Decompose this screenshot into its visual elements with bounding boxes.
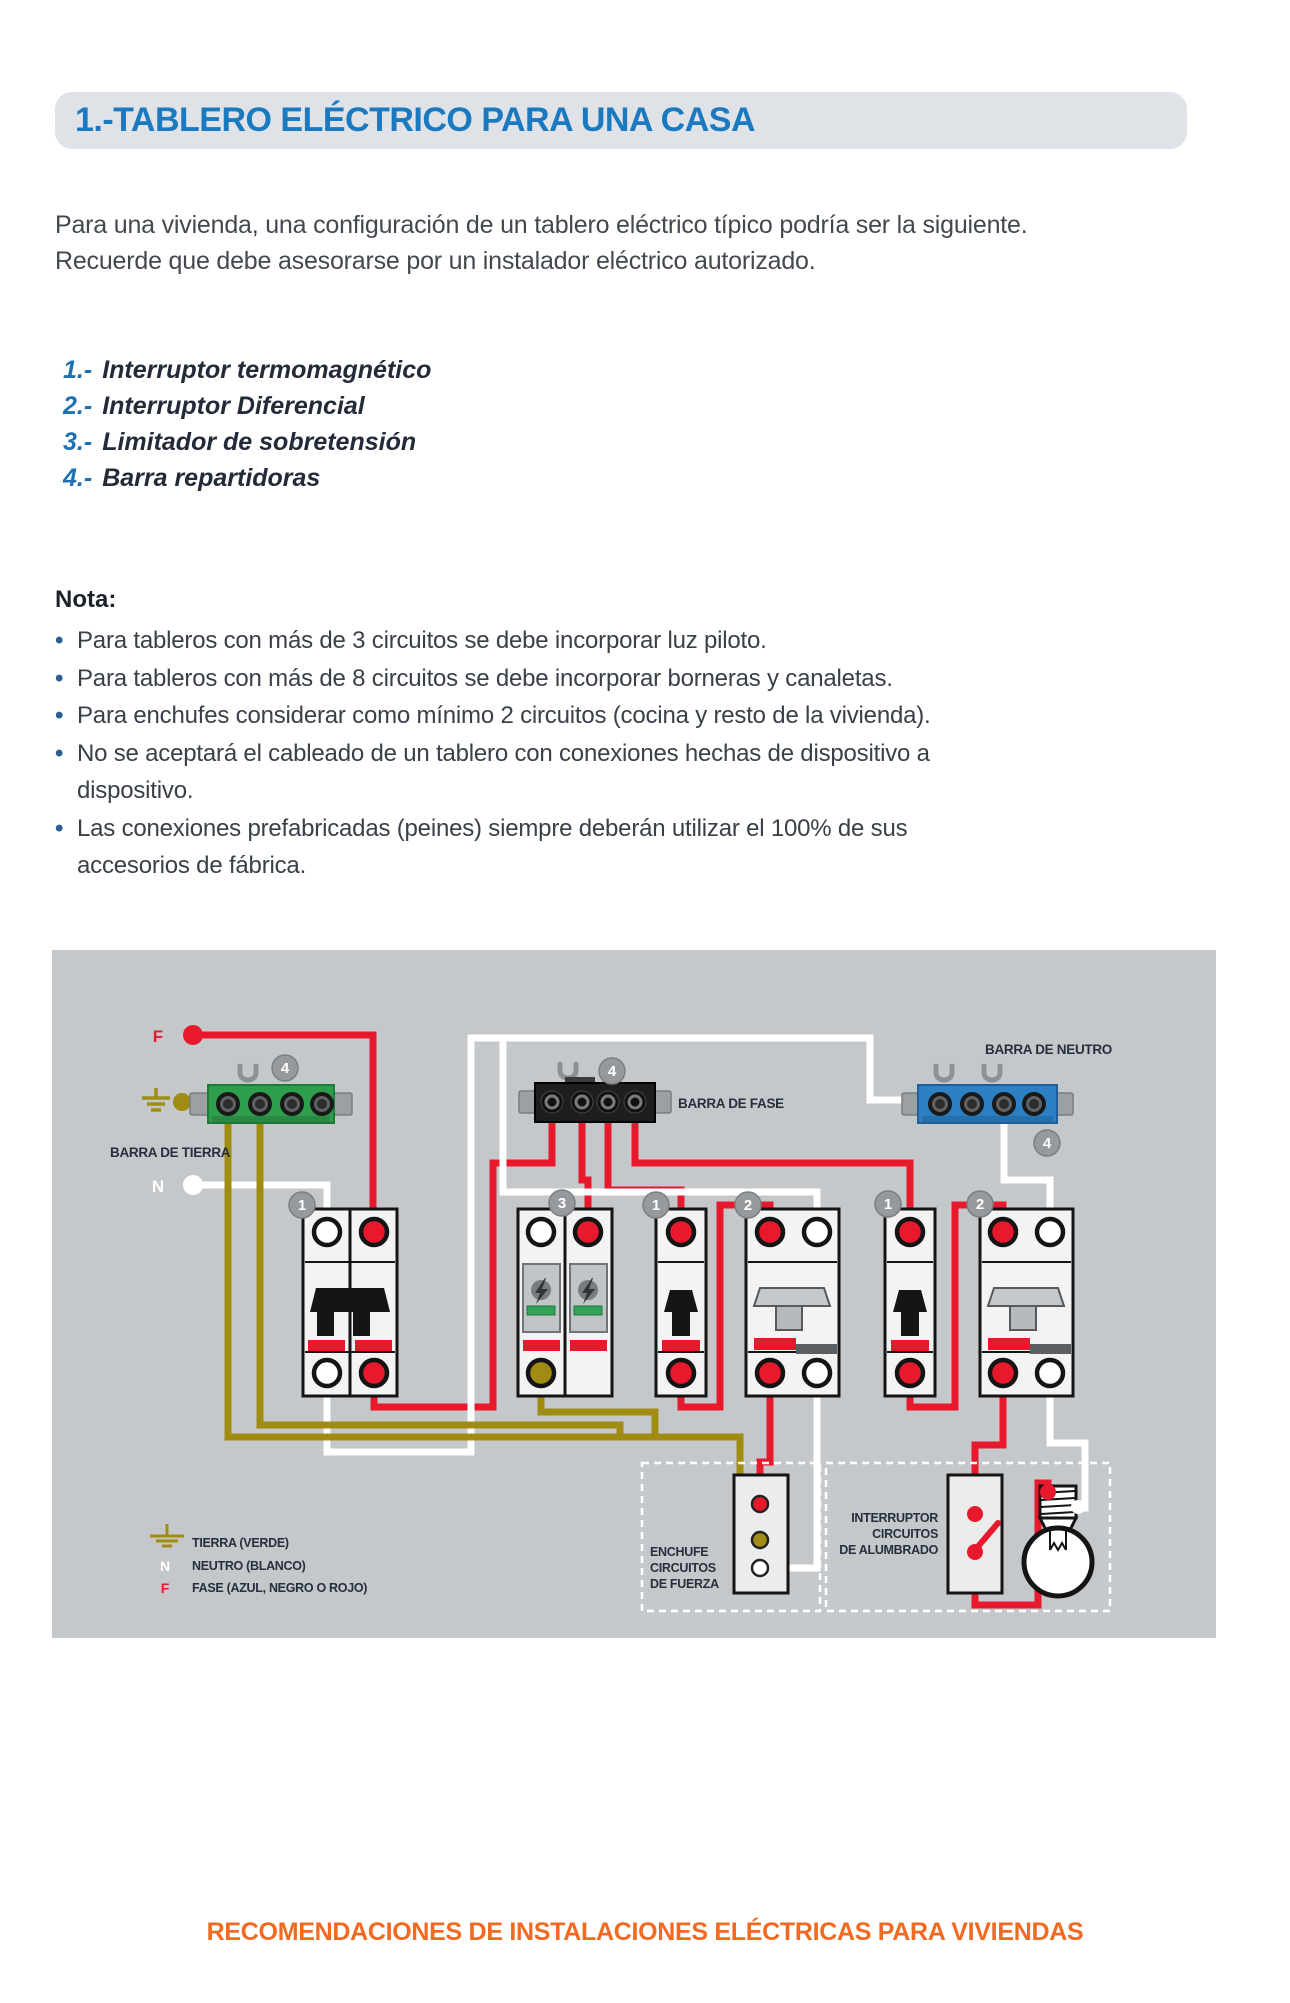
item-label: Barra repartidoras xyxy=(102,464,321,492)
list-item: • Las conexiones prefabricadas (peines) siempre deberán utilizar el 100% de sus accesorios de fábrica. xyxy=(55,810,1235,885)
bar-end-cap xyxy=(1057,1093,1073,1115)
svg-text:1: 1 xyxy=(651,1197,661,1214)
list-item xyxy=(63,424,431,460)
page-footer: RECOMENDACIONES DE INSTALACIONES ELÉCTRICAS PARA VIVIENDAS xyxy=(206,1918,1084,1946)
enchufe-label-line: ENCHUFE xyxy=(650,1545,709,1559)
legend-label: TIERRA (VERDE) xyxy=(192,1536,289,1550)
bullet-icon: • xyxy=(55,814,64,842)
fase-source-dot xyxy=(183,1025,203,1045)
item-number: 4.- xyxy=(63,464,93,492)
alumbrado-label-line: DE ALUMBRADO xyxy=(839,1543,938,1557)
section-header-band xyxy=(55,92,1187,149)
legend-neutro-symbol: N xyxy=(159,1558,171,1574)
tierra-source-dot xyxy=(173,1093,191,1111)
status-indicator xyxy=(574,1306,602,1315)
nota-section xyxy=(55,586,1235,885)
item-number: 2.- xyxy=(63,392,93,420)
section-title: 1.-TABLERO ELÉCTRICO PARA UNA CASA xyxy=(75,101,755,139)
alumbrado-label-line: INTERRUPTOR xyxy=(851,1511,938,1525)
svg-text:2: 2 xyxy=(743,1197,753,1214)
bar-end-cap xyxy=(334,1093,352,1115)
list-item xyxy=(63,460,431,496)
enchufe-label-line: DE FUERZA xyxy=(650,1577,719,1591)
enchufe-label-line: CIRCUITOS xyxy=(650,1561,716,1575)
list-item xyxy=(63,388,431,424)
svg-text:1: 1 xyxy=(297,1197,307,1214)
fase-source-label: F xyxy=(152,1027,164,1046)
svg-text:1: 1 xyxy=(883,1196,893,1213)
intro-line: Recuerde que debe asesorarse por un instalador eléctrico autorizado. xyxy=(55,247,816,275)
alumbrado-label-line: CIRCUITOS xyxy=(872,1527,938,1541)
svg-text:4: 4 xyxy=(1042,1135,1052,1152)
legend-label: FASE (AZUL, NEGRO O ROJO) xyxy=(192,1581,368,1595)
power-socket xyxy=(734,1475,788,1593)
list-item: • Para tableros con más de 8 circuitos se debe incorporar borneras y canaletas. xyxy=(55,660,1235,698)
bar-end-cap xyxy=(655,1091,671,1113)
legend-label: NEUTRO (BLANCO) xyxy=(192,1559,306,1573)
bullet-icon: • xyxy=(55,627,64,654)
breaker-lever xyxy=(754,1288,830,1306)
component-list xyxy=(63,352,431,496)
fase-bar-label: BARRA DE FASE xyxy=(678,1096,784,1111)
legend-fase-symbol: F xyxy=(160,1580,170,1596)
nota-list xyxy=(55,622,1235,885)
bulb-fase-dot xyxy=(1040,1484,1056,1500)
wiring-diagram-panel xyxy=(52,950,1216,1638)
breaker-toggle xyxy=(310,1288,390,1312)
intro-paragraph xyxy=(55,207,1028,279)
bullet-icon: • xyxy=(55,739,64,767)
wiring-diagram xyxy=(52,950,1216,1638)
bar-end-cap xyxy=(190,1093,208,1115)
list-item: • Para enchufes considerar como mínimo 2 circuitos (cocina y resto de la vivienda). xyxy=(55,697,1235,735)
item-label: Limitador de sobretensión xyxy=(102,428,417,456)
bullet-icon: • xyxy=(55,664,64,692)
bullet-icon: • xyxy=(55,702,64,729)
neutro-source-label: N xyxy=(151,1177,165,1196)
list-item xyxy=(63,352,431,388)
nota-title: Nota: xyxy=(55,586,117,613)
list-item: • No se aceptará el cableado de un tablero con conexiones hechas de dispositivo a dispositivo. xyxy=(55,735,1235,810)
neutro-bar-label: BARRA DE NEUTRO xyxy=(985,1042,1112,1057)
item-label: Interruptor Diferencial xyxy=(102,392,365,420)
status-indicator xyxy=(527,1306,555,1315)
bulb-neutro-dot xyxy=(1071,1500,1085,1514)
item-number: 1.- xyxy=(63,356,93,384)
svg-text:4: 4 xyxy=(280,1060,290,1077)
svg-text:2: 2 xyxy=(975,1196,985,1213)
light-switch xyxy=(948,1475,1002,1593)
intro-line: Para una vivienda, una configuración de un tablero eléctrico típico podría ser la siguiente. xyxy=(55,211,1028,239)
tierra-bar-label: BARRA DE TIERRA xyxy=(110,1145,231,1160)
bar-end-cap xyxy=(519,1091,535,1113)
breaker-lever xyxy=(988,1288,1064,1306)
svg-text:4: 4 xyxy=(607,1063,617,1080)
svg-text:3: 3 xyxy=(557,1195,567,1212)
list-item: • Para tableros con más de 3 circuitos se debe incorporar luz piloto. xyxy=(55,622,1235,660)
bar-end-cap xyxy=(902,1093,918,1115)
neutro-source-dot xyxy=(183,1175,203,1195)
item-number: 3.- xyxy=(63,428,93,456)
item-label: Interruptor termomagnético xyxy=(102,356,432,384)
